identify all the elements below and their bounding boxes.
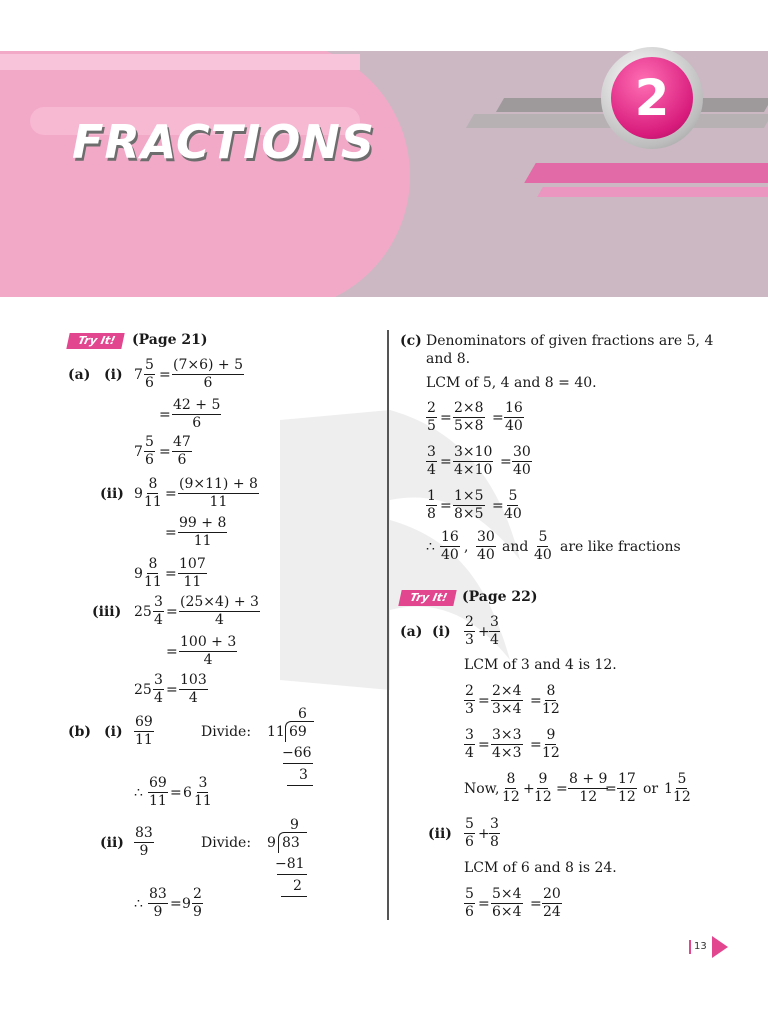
- part-label: (a): [400, 624, 423, 640]
- banner-stripe: [0, 54, 360, 70]
- chapter-number-badge: [601, 47, 703, 149]
- fraction: $\frac{1}{8}$: [427, 488, 436, 522]
- chapter-number: 2: [611, 57, 693, 139]
- divide-label: Divide:: [201, 835, 252, 851]
- whole-number: 7: [134, 367, 143, 383]
- fraction: $\frac{20}{24}$: [543, 886, 561, 920]
- part-label: (b): [68, 724, 92, 740]
- page-number: 13: [694, 941, 707, 952]
- equals: =: [170, 785, 182, 801]
- fraction: $\frac{3}{4}$: [154, 594, 163, 628]
- remainder: 2: [293, 878, 302, 894]
- equals: =: [478, 737, 490, 753]
- page-number-bar: [689, 940, 691, 954]
- fraction: $\frac{9}{12}$: [534, 771, 552, 805]
- fraction: $\frac{3}{4}$: [490, 614, 499, 648]
- fraction: $\frac{99 + 8}{11}$: [179, 515, 227, 549]
- fraction: $\frac{3}{4}$: [154, 672, 163, 706]
- division-rule: [281, 896, 307, 897]
- subtrahend: −81: [275, 856, 305, 872]
- body-text: and: [502, 539, 529, 555]
- fraction: $\frac{2}{3}$: [465, 683, 474, 717]
- part-label: (a): [68, 367, 91, 383]
- fraction: $\frac{3\times 10}{4\times 10}$: [454, 444, 493, 478]
- page-ref: (Page 21): [132, 332, 208, 348]
- plus: +: [478, 624, 490, 640]
- equals: =: [492, 498, 504, 514]
- equals: =: [530, 737, 542, 753]
- equals: =: [440, 410, 452, 426]
- equals: =: [159, 444, 171, 460]
- page-arrow-icon: [712, 936, 728, 958]
- comma: ,: [464, 539, 469, 555]
- whole-number: 9: [134, 566, 143, 582]
- divisor: 11: [267, 724, 285, 740]
- equals: =: [440, 454, 452, 470]
- equals: =: [166, 682, 178, 698]
- divide-label: Divide:: [201, 724, 252, 740]
- try-it-badge: Try It!: [398, 590, 456, 606]
- banner-stripe: [524, 163, 768, 183]
- fraction: $\frac{17}{12}$: [618, 771, 636, 805]
- fraction: $\frac{9}{12}$: [542, 727, 560, 761]
- try-it-badge: Try It!: [66, 333, 124, 349]
- divisor: 9: [267, 835, 276, 851]
- equals: =: [478, 896, 490, 912]
- equals: =: [159, 407, 171, 423]
- equals: =: [165, 525, 177, 541]
- equals: =: [166, 644, 178, 660]
- fraction: $\frac{5}{6}$: [145, 357, 154, 391]
- fraction: $\frac{5}{40}$: [534, 529, 552, 563]
- equals: =: [166, 604, 178, 620]
- body-text: and 8.: [426, 351, 471, 367]
- subpart-label: (i): [104, 367, 123, 383]
- quotient: 9: [290, 817, 299, 833]
- body-text: Denominators of given fractions are 5, 4: [426, 333, 714, 349]
- division-rule: [283, 763, 313, 764]
- fraction: $\frac{8}{12}$: [542, 683, 560, 717]
- fraction: $\frac{47}{6}$: [173, 434, 191, 468]
- fraction: $\frac{83}{9}$: [149, 886, 167, 920]
- fraction: $\frac{100 + 3}{4}$: [180, 634, 237, 668]
- body-text: LCM of 5, 4 and 8 = 40.: [426, 375, 597, 391]
- fraction: $\frac{107}{11}$: [179, 556, 206, 590]
- fraction: $\frac{3}{4}$: [427, 444, 436, 478]
- fraction: $\frac{5}{6}$: [465, 816, 474, 850]
- subpart-label: (ii): [100, 835, 124, 851]
- body-text: LCM of 6 and 8 is 24.: [464, 860, 617, 876]
- subpart-label: (iii): [92, 604, 122, 620]
- fraction: $\frac{2}{3}$: [465, 614, 474, 648]
- equals: =: [159, 367, 171, 383]
- part-label: (c): [400, 333, 422, 349]
- body-text: Now,: [464, 781, 500, 797]
- fraction: $\frac{1\times 5}{8\times 5}$: [454, 488, 484, 522]
- equals: =: [165, 566, 177, 582]
- fraction: $\frac{(9\times 11) + 8}{11}$: [179, 476, 258, 510]
- subtrahend: −66: [282, 745, 312, 761]
- fraction: $\frac{69}{11}$: [149, 775, 167, 809]
- fraction: $\frac{2\times 8}{5\times 8}$: [454, 400, 484, 434]
- fraction: $\frac{16}{40}$: [441, 529, 459, 563]
- whole-number: 6: [183, 785, 192, 801]
- banner-pink-shape: [0, 51, 410, 297]
- fraction: $\frac{5}{6}$: [145, 434, 154, 468]
- fraction: $\frac{103}{4}$: [180, 672, 207, 706]
- fraction: $\frac{8 + 9}{12}$: [569, 771, 608, 805]
- dividend: 69: [289, 724, 307, 740]
- fraction: $\frac{(7\times 6) + 5}{6}$: [173, 357, 244, 391]
- fraction: $\frac{5\times 4}{6\times 4}$: [492, 886, 522, 920]
- subpart-label: (i): [104, 724, 123, 740]
- subpart-label: (ii): [100, 486, 124, 502]
- equals: =: [605, 781, 617, 797]
- fraction: $\frac{3}{11}$: [194, 775, 212, 809]
- equals: =: [500, 454, 512, 470]
- body-text: are like fractions: [560, 539, 681, 555]
- equals: =: [530, 693, 542, 709]
- fraction: $\frac{83}{9}$: [135, 825, 153, 859]
- equals: =: [530, 896, 542, 912]
- fraction: $\frac{30}{40}$: [513, 444, 531, 478]
- fraction: $\frac{3}{4}$: [465, 727, 474, 761]
- fraction: $\frac{2}{9}$: [193, 886, 202, 920]
- plus: +: [478, 826, 490, 842]
- division-rule: [277, 874, 307, 875]
- whole-number: 7: [134, 444, 143, 460]
- fraction: $\frac{2\times 4}{3\times 4}$: [492, 683, 522, 717]
- fraction: $\frac{8}{11}$: [144, 556, 162, 590]
- equals: =: [165, 486, 177, 502]
- equals: =: [478, 693, 490, 709]
- fraction: $\frac{42 + 5}{6}$: [173, 397, 221, 431]
- therefore-symbol: ∴: [134, 785, 143, 801]
- therefore-symbol: ∴: [426, 539, 435, 555]
- therefore-symbol: ∴: [134, 896, 143, 912]
- page-ref: (Page 22): [462, 589, 538, 605]
- banner-stripe: [537, 187, 768, 197]
- chapter-title: FRACTIONS: [72, 115, 376, 169]
- equals: =: [492, 410, 504, 426]
- body-text: or: [643, 781, 659, 797]
- fraction: $\frac{(25\times 4) + 3}{4}$: [180, 594, 259, 628]
- whole-number: 25: [134, 682, 152, 698]
- remainder: 3: [299, 767, 308, 783]
- fraction: $\frac{69}{11}$: [135, 714, 153, 748]
- column-divider: [387, 330, 389, 920]
- dividend: 83: [282, 835, 300, 851]
- whole-number: 25: [134, 604, 152, 620]
- equals: =: [440, 498, 452, 514]
- equals: =: [170, 896, 182, 912]
- subpart-label: (ii): [428, 826, 452, 842]
- body-text: LCM of 3 and 4 is 12.: [464, 657, 617, 673]
- whole-number: 1: [664, 781, 673, 797]
- division-rule: [287, 785, 313, 786]
- whole-number: 9: [134, 486, 143, 502]
- fraction: $\frac{5}{6}$: [465, 886, 474, 920]
- fraction: $\frac{3\times 3}{4\times 3}$: [492, 727, 522, 761]
- fraction: $\frac{8}{12}$: [502, 771, 520, 805]
- fraction: $\frac{3}{8}$: [490, 816, 499, 850]
- fraction: $\frac{30}{40}$: [477, 529, 495, 563]
- whole-number: 9: [182, 896, 191, 912]
- fraction: $\frac{2}{5}$: [427, 400, 436, 434]
- quotient: 6: [298, 706, 307, 722]
- subpart-label: (i): [432, 624, 451, 640]
- equals: =: [556, 781, 568, 797]
- plus: +: [523, 781, 535, 797]
- fraction: $\frac{5}{40}$: [504, 488, 522, 522]
- fraction: $\frac{8}{11}$: [144, 476, 162, 510]
- fraction: $\frac{16}{40}$: [505, 400, 523, 434]
- fraction: $\frac{5}{12}$: [673, 771, 691, 805]
